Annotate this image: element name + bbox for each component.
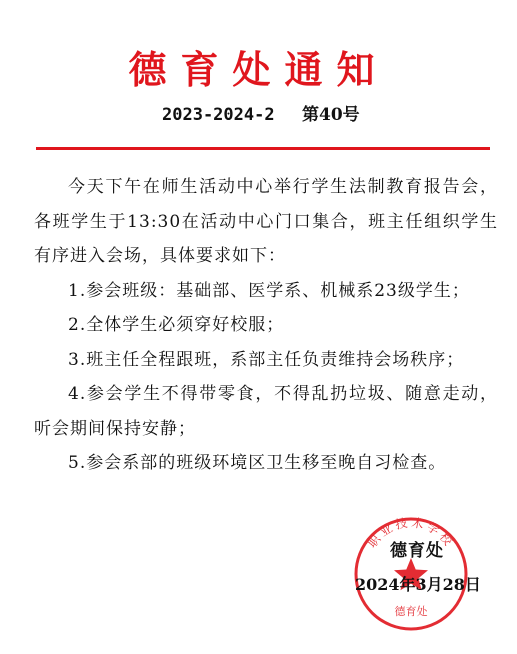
notice-title: 德育处通知 [128,47,389,92]
requirement-item: 1.参会班级：基础部、医学系、机械系23级学生； [68,280,470,301]
notice-body [34,170,498,481]
document-number: 第40号 [302,105,360,125]
requirement-item: 2.全体学生必须穿好校服； [68,315,285,335]
academic-term: 2023-2024-2 [162,105,275,125]
seal-bottom-text: 德育处 [394,605,428,618]
requirement-item: 4.参会学生不得带零食，不得乱扔垃圾、随意走动，听会期间保持安静； [34,384,498,439]
red-divider-rule [36,147,490,150]
requirement-item: 5.参会系部的班级环境区卫生移至晚自习检查。 [68,453,447,473]
requirement-item: 3.班主任全程跟班，系部主任负责维持会场秩序； [68,349,465,370]
intro-paragraph: 今天下午在师生活动中心举行学生法制教育报告会，各班学生于13:30在活动中心门口集合，班主任组织学生有序进入会场，具体要求如下： [34,177,498,266]
issuer-signature: 德育处 [390,541,444,561]
issue-date: 2024年3月28日 [355,575,481,594]
seal-ring-text: 职业技术学校 [364,515,458,551]
